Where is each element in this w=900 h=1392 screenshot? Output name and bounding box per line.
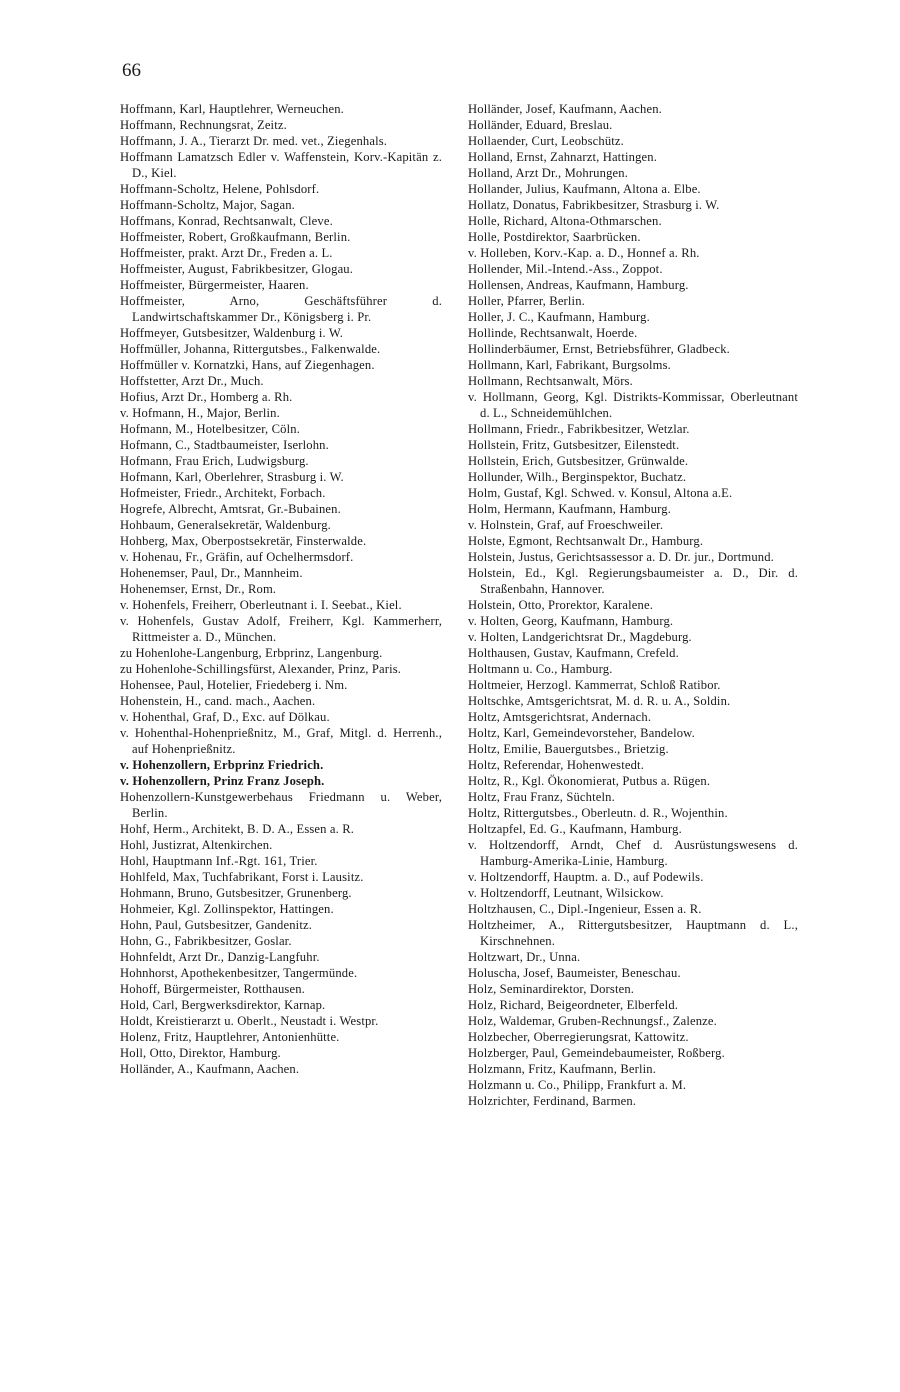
- directory-entry: v. Hohenau, Fr., Gräfin, auf Ochelhermsdorf.: [120, 550, 354, 564]
- directory-entry: Holm, Hermann, Kaufmann, Hamburg.: [468, 502, 672, 516]
- directory-entry: Hoffmeister, prakt. Arzt Dr., Freden a. L.: [120, 246, 333, 260]
- directory-entry: zu Hohenlohe-Langenburg, Erbprinz, Langenburg.: [120, 646, 383, 660]
- directory-entry: Hohl, Justizrat, Altenkirchen.: [120, 838, 273, 852]
- directory-entry: Holländer, Eduard, Breslau.: [468, 118, 613, 132]
- directory-entry: Hohn, G., Fabrikbesitzer, Goslar.: [120, 934, 292, 948]
- directory-entry: Hoffmüller, Johanna, Rittergutsbes., Falkenwalde.: [120, 342, 381, 356]
- directory-entry: Holzmann, Fritz, Kaufmann, Berlin.: [468, 1062, 657, 1076]
- directory-entry: Hollensen, Andreas, Kaufmann, Hamburg.: [468, 278, 689, 292]
- directory-entry: Holzbecher, Oberregierungsrat, Kattowitz.: [468, 1030, 689, 1044]
- directory-entry: Hohenzollern-Kunstgewerbehaus Friedmann u. Weber, Berlin.: [120, 790, 442, 820]
- directory-entry: v. Hohenzollern, Erbprinz Friedrich.: [120, 758, 324, 772]
- directory-entry: Hollmann, Karl, Fabrikant, Burgsolms.: [468, 358, 671, 372]
- directory-entry: Holl, Otto, Direktor, Hamburg.: [120, 1046, 281, 1060]
- page-number: 66: [122, 60, 141, 81]
- directory-entry: Holzberger, Paul, Gemeindebaumeister, Roßberg.: [468, 1046, 725, 1060]
- directory-entry: Holtzhausen, C., Dipl.-Ingenieur, Essen a. R.: [468, 902, 702, 916]
- directory-entry: Holz, Waldemar, Gruben-Rechnungsf., Zalenze.: [468, 1014, 717, 1028]
- directory-entry: Holtz, Frau Franz, Süchteln.: [468, 790, 615, 804]
- directory-entry: Holdt, Kreistierarzt u. Oberlt., Neustadt i. Westpr.: [120, 1014, 379, 1028]
- directory-entry: Hofmann, C., Stadtbaumeister, Iserlohn.: [120, 438, 329, 452]
- directory-entry: Hofius, Arzt Dr., Homberg a. Rh.: [120, 390, 293, 404]
- directory-entry: Hofmann, Frau Erich, Ludwigsburg.: [120, 454, 309, 468]
- directory-entry: Hoffmann, Karl, Hauptlehrer, Werneuchen.: [120, 102, 344, 116]
- directory-entry: Hohnhorst, Apothekenbesitzer, Tangermünde.: [120, 966, 358, 980]
- directory-entry: Hohoff, Bürgermeister, Rotthausen.: [120, 982, 305, 996]
- directory-entry: Hofmeister, Friedr., Architekt, Forbach.: [120, 486, 326, 500]
- directory-entry: Hohensee, Paul, Hotelier, Friedeberg i. Nm.: [120, 678, 348, 692]
- directory-entry: Hogrefe, Albrecht, Amtsrat, Gr.-Bubainen.: [120, 502, 341, 516]
- directory-entry: Hollatz, Donatus, Fabrikbesitzer, Strasburg i. W.: [468, 198, 720, 212]
- directory-entry: Hoffmann, J. A., Tierarzt Dr. med. vet., Ziegenhals.: [120, 134, 388, 148]
- directory-entry: Holler, Pfarrer, Berlin.: [468, 294, 585, 308]
- directory-entry: Hollander, Julius, Kaufmann, Altona a. Elbe.: [468, 182, 701, 196]
- directory-entry: Hollender, Mil.-Intend.-Ass., Zoppot.: [468, 262, 663, 276]
- directory-entry: Hollinde, Rechtsanwalt, Hoerde.: [468, 326, 638, 340]
- directory-entry: Holthausen, Gustav, Kaufmann, Crefeld.: [468, 646, 679, 660]
- directory-entry: Hoffmann Lamatzsch Edler v. Waffenstein, Korv.-Kapitän z. D., Kiel.: [120, 150, 442, 180]
- directory-entry: Holland, Ernst, Zahnarzt, Hattingen.: [468, 150, 658, 164]
- directory-entry: Hollmann, Rechtsanwalt, Mörs.: [468, 374, 633, 388]
- directory-entry: v. Hohenthal, Graf, D., Exc. auf Dölkau.: [120, 710, 330, 724]
- directory-entry: v. Holten, Georg, Kaufmann, Hamburg.: [468, 614, 674, 628]
- directory-entry: v. Hollmann, Georg, Kgl. Distrikts-Kommissar, Oberleutnant d. L., Schneidemühlchen.: [468, 390, 798, 420]
- directory-entry: Hofmann, M., Hotelbesitzer, Cöln.: [120, 422, 301, 436]
- directory-entry: Holtzapfel, Ed. G., Kaufmann, Hamburg.: [468, 822, 682, 836]
- directory-entry: Hollaender, Curt, Leobschütz.: [468, 134, 624, 148]
- directory-entry: zu Hohenlohe-Schillingsfürst, Alexander, Prinz, Paris.: [120, 662, 402, 676]
- directory-entry: Hollstein, Fritz, Gutsbesitzer, Eilenstedt.: [468, 438, 680, 452]
- directory-entry: Holtmann u. Co., Hamburg.: [468, 662, 613, 676]
- directory-entry: Hoffmann-Scholtz, Major, Sagan.: [120, 198, 295, 212]
- directory-entry: Holtz, Amtsgerichtsrat, Andernach.: [468, 710, 652, 724]
- directory-entry: Holtz, Referendar, Hohenwestedt.: [468, 758, 644, 772]
- directory-entry: Holstein, Justus, Gerichtsassessor a. D. Dr. jur., Dortmund.: [468, 550, 774, 564]
- directory-entry: v. Hohenfels, Gustav Adolf, Freiherr, Kgl. Kammerherr, Rittmeister a. D., München.: [120, 614, 442, 644]
- directory-entry: Holtz, Karl, Gemeindevorsteher, Bandelow.: [468, 726, 695, 740]
- directory-entry: v. Hofmann, H., Major, Berlin.: [120, 406, 280, 420]
- directory-entry: Hofmann, Karl, Oberlehrer, Strasburg i. W.: [120, 470, 344, 484]
- directory-entry: v. Holtzendorff, Arndt, Chef d. Ausrüstungswesens d. Hamburg-Amerika-Linie, Hamburg.: [468, 838, 798, 868]
- directory-entry: Holm, Gustaf, Kgl. Schwed. v. Konsul, Altona a.E.: [468, 486, 733, 500]
- left-column: [120, 101, 442, 1077]
- directory-entry: v. Hohenthal-Hohenprießnitz, M., Graf, Mitgl. d. Herrenh., auf Hohenprießnitz.: [120, 726, 442, 756]
- directory-entry: Hoffmüller v. Kornatzki, Hans, auf Ziegenhagen.: [120, 358, 375, 372]
- directory-entry: Holuscha, Josef, Baumeister, Beneschau.: [468, 966, 681, 980]
- directory-entry: Holzrichter, Ferdinand, Barmen.: [468, 1094, 637, 1108]
- directory-entry: Holtz, Rittergutsbes., Oberleutn. d. R., Wojenthin.: [468, 806, 728, 820]
- directory-entry: Hohbaum, Generalsekretär, Waldenburg.: [120, 518, 331, 532]
- directory-entry: Hold, Carl, Bergwerksdirektor, Karnap.: [120, 998, 326, 1012]
- directory-entry: Hohl, Hauptmann Inf.-Rgt. 161, Trier.: [120, 854, 318, 868]
- directory-entry: Holland, Arzt Dr., Mohrungen.: [468, 166, 628, 180]
- directory-entry: Hohenemser, Paul, Dr., Mannheim.: [120, 566, 303, 580]
- directory-entry: Holländer, Josef, Kaufmann, Aachen.: [468, 102, 662, 116]
- directory-entry: Hohmeier, Kgl. Zollinspektor, Hattingen.: [120, 902, 334, 916]
- directory-entry: v. Holtzendorff, Hauptm. a. D., auf Podewils.: [468, 870, 704, 884]
- directory-entry: Holstein, Ed., Kgl. Regierungsbaumeister a. D., Dir. d. Straßenbahn, Hannover.: [468, 566, 798, 596]
- directory-entry: Holtzheimer, A., Rittergutsbesitzer, Hauptmann d. L., Kirschnehnen.: [468, 918, 798, 948]
- directory-entry: Holtschke, Amtsgerichtsrat, M. d. R. u. A., Soldin.: [468, 694, 731, 708]
- directory-entry: v. Holten, Landgerichtsrat Dr., Magdeburg.: [468, 630, 692, 644]
- directory-entry: Holstein, Otto, Prorektor, Karalene.: [468, 598, 654, 612]
- directory-entry: Hoffmeister, August, Fabrikbesitzer, Glogau.: [120, 262, 354, 276]
- directory-entry: Hohf, Herm., Architekt, B. D. A., Essen a. R.: [120, 822, 355, 836]
- directory-entry: v. Hohenzollern, Prinz Franz Joseph.: [120, 774, 325, 788]
- directory-entry: Holtmeier, Herzogl. Kammerrat, Schloß Ratibor.: [468, 678, 721, 692]
- directory-entry: Holle, Postdirektor, Saarbrücken.: [468, 230, 641, 244]
- directory-entry: Holtz, Emilie, Bauergutsbes., Brietzig.: [468, 742, 669, 756]
- directory-entry: Hoffmeister, Arno, Geschäftsführer d. Landwirtschaftskammer Dr., Königsberg i. Pr.: [120, 294, 442, 324]
- directory-entry: Hollinderbäumer, Ernst, Betriebsführer, Gladbeck.: [468, 342, 730, 356]
- directory-entry: Hoffmeister, Bürgermeister, Haaren.: [120, 278, 309, 292]
- directory-entry: Holländer, A., Kaufmann, Aachen.: [120, 1062, 300, 1076]
- directory-entry: Holtz, R., Kgl. Ökonomierat, Putbus a. Rügen.: [468, 774, 711, 788]
- directory-entry: v. Hohenfels, Freiherr, Oberleutnant i. I. Seebat., Kiel.: [120, 598, 402, 612]
- right-column: [468, 101, 798, 1109]
- directory-entry: Hohn, Paul, Gutsbesitzer, Gandenitz.: [120, 918, 313, 932]
- directory-entry: Holzmann u. Co., Philipp, Frankfurt a. M.: [468, 1078, 687, 1092]
- directory-entry: v. Holnstein, Graf, auf Froeschweiler.: [468, 518, 664, 532]
- directory-entry: Holtzwart, Dr., Unna.: [468, 950, 581, 964]
- directory-entry: Hoffmann, Rechnungsrat, Zeitz.: [120, 118, 287, 132]
- directory-entry: Holenz, Fritz, Hauptlehrer, Antonienhütte.: [120, 1030, 340, 1044]
- directory-entry: Holle, Richard, Altona-Othmarschen.: [468, 214, 662, 228]
- directory-entry: Holste, Egmont, Rechtsanwalt Dr., Hamburg.: [468, 534, 704, 548]
- directory-entry: Hohberg, Max, Oberpostsekretär, Finsterwalde.: [120, 534, 367, 548]
- directory-entry: v. Holtzendorff, Leutnant, Wilsickow.: [468, 886, 664, 900]
- directory-entry: Hohlfeld, Max, Tuchfabrikant, Forst i. Lausitz.: [120, 870, 364, 884]
- directory-entry: Hohenemser, Ernst, Dr., Rom.: [120, 582, 277, 596]
- directory-entry: Hollmann, Friedr., Fabrikbesitzer, Wetzlar.: [468, 422, 690, 436]
- directory-entry: Hohmann, Bruno, Gutsbesitzer, Grunenberg.: [120, 886, 352, 900]
- directory-entry: Hollstein, Erich, Gutsbesitzer, Grünwalde.: [468, 454, 689, 468]
- directory-entry: Hohnfeldt, Arzt Dr., Danzig-Langfuhr.: [120, 950, 320, 964]
- directory-entry: Hoffmeyer, Gutsbesitzer, Waldenburg i. W.: [120, 326, 344, 340]
- directory-entry: Holler, J. C., Kaufmann, Hamburg.: [468, 310, 650, 324]
- directory-entry: Holz, Richard, Beigeordneter, Elberfeld.: [468, 998, 679, 1012]
- directory-entry: Hohenstein, H., cand. mach., Aachen.: [120, 694, 316, 708]
- directory-entry: Hoffmans, Konrad, Rechtsanwalt, Cleve.: [120, 214, 333, 228]
- directory-entry: Hoffmeister, Robert, Großkaufmann, Berlin.: [120, 230, 351, 244]
- directory-entry: v. Holleben, Korv.-Kap. a. D., Honnef a. Rh.: [468, 246, 700, 260]
- directory-entry: Hollunder, Wilh., Berginspektor, Buchatz.: [468, 470, 687, 484]
- directory-entry: Holz, Seminardirektor, Dorsten.: [468, 982, 635, 996]
- directory-entry: Hoffmann-Scholtz, Helene, Pohlsdorf.: [120, 182, 320, 196]
- directory-entry: Hoffstetter, Arzt Dr., Much.: [120, 374, 264, 388]
